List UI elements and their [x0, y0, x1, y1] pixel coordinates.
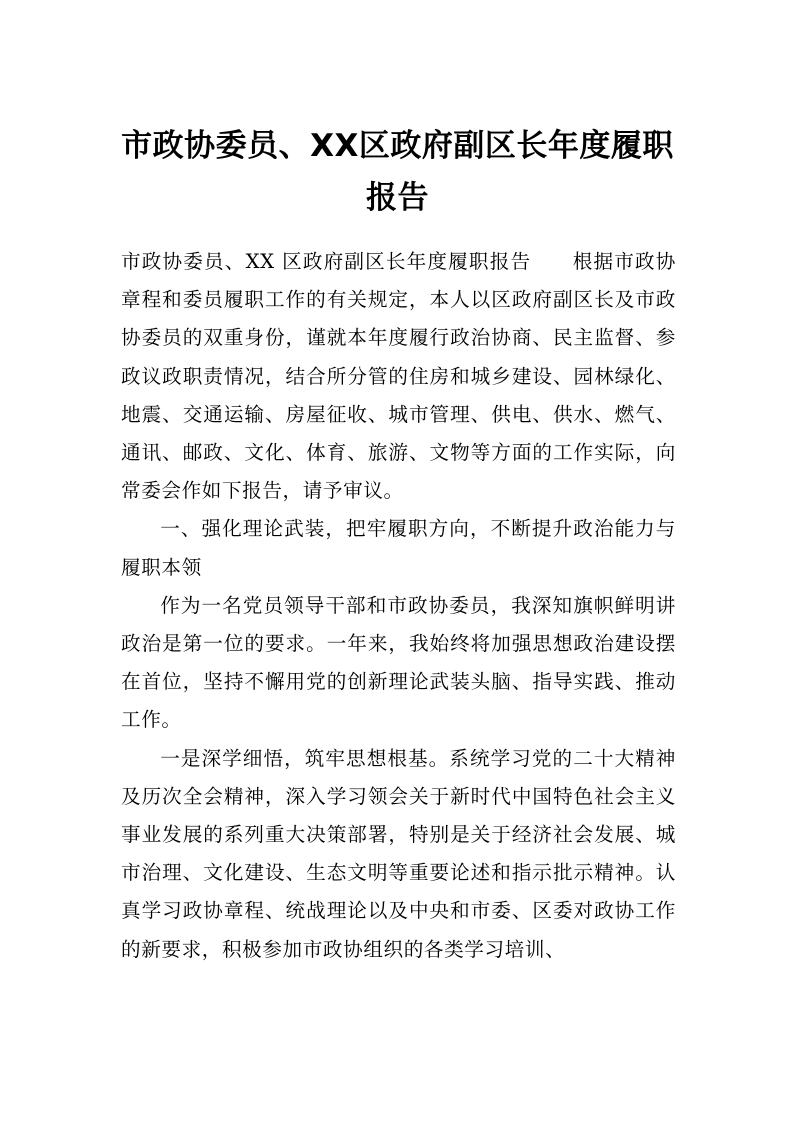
document-title: 市政协委员、XX区政府副区长年度履职报告	[121, 128, 674, 216]
body-paragraph: 作为一名党员领导干部和市政协委员，我深知旗帜鲜明讲政治是第一位的要求。一年来，我始终将加强思想政治建设摆在首位，坚持不懈用党的创新理论武装头脑、指导实践、推动工作。	[121, 593, 676, 732]
document-body	[121, 243, 676, 969]
intro-paragraph: 市政协委员、XX 区政府副区长年度履职报告 根据市政协章程和委员履职工作的有关规定，本人以区政府副区长及市政协委员的双重身份，谨就本年度履行政治协商、民主监督、参政议政职责情况，结合所分管的住房和城乡建设、园林绿化、地震、交通运输、房屋征收、城市管理、供电、供水、燃气、通讯、邮政、文化、体育、旅游、文物等方面的工作实际，向常委会作如下报告，请予审议。	[121, 250, 676, 503]
body-paragraph: 一是深学细悟，筑牢思想根基。系统学习党的二十大精神及历次全会精神，深入学习领会关于新时代中国特色社会主义事业发展的系列重大决策部署，特别是关于经济社会发展、城市治理、文化建设、生态文明等重要论述和指示批示精神。认真学习政协章程、统战理论以及中央和市委、区委对政协工作的新要求，积极参加市政协组织的各类学习培训、	[121, 746, 676, 961]
section-heading-1: 一、强化理论武装，把牢履职方向，不断提升政治能力与履职本领	[121, 517, 676, 579]
